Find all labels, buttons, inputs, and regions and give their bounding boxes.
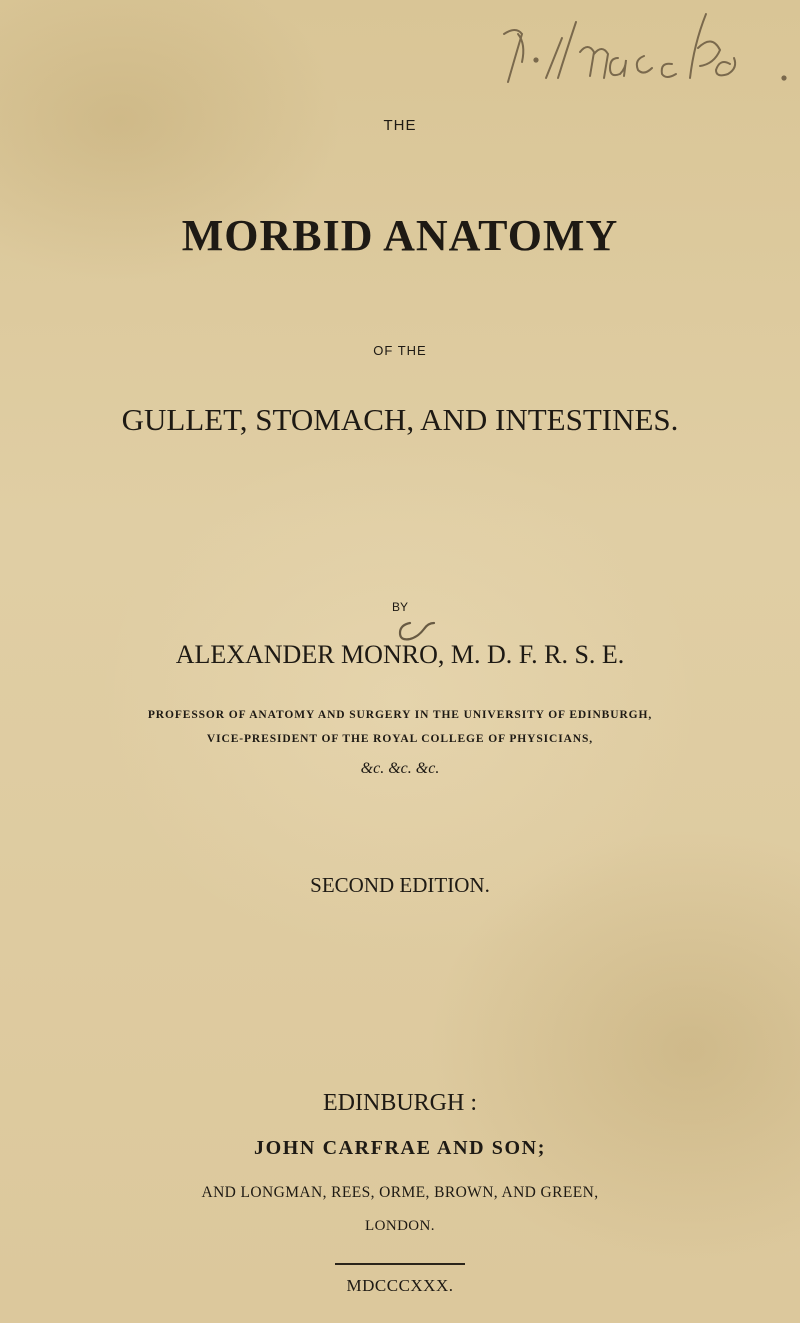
printer-name: JOHN CARFRAE AND SON; (254, 1137, 546, 1159)
author-name: ALEXANDER MONRO, M. D. F. R. S. E. (175, 640, 625, 669)
book-subject: GULLET, STOMACH, AND INTESTINES. (121, 402, 679, 437)
publication-date: MDCCCXXX. (346, 1276, 454, 1295)
co-publishers-city: LONDON. (365, 1218, 435, 1234)
by-label: BY (391, 600, 408, 614)
author-credential-vice-president: VICE-PRESIDENT OF THE ROYAL COLLEGE OF PHYSICIANS, (206, 733, 594, 745)
book-title: MORBID ANATOMY (181, 211, 619, 260)
publication-city: EDINBURGH : (323, 1090, 477, 1116)
handwritten-annotation-icon (484, 4, 794, 84)
co-publishers: AND LONGMAN, REES, ORME, BROWN, AND GREEN, (201, 1184, 599, 1201)
of-the-label: OF THE (373, 343, 427, 358)
edition-statement: SECOND EDITION. (310, 873, 490, 897)
divider-rule (335, 1263, 465, 1265)
author-credential-professor: PROFESSOR OF ANATOMY AND SURGERY IN THE UNIVERSITY OF EDINBURGH, (147, 709, 653, 721)
pre-title: THE (383, 117, 417, 134)
etcetera-line: &c. &c. &c. (360, 760, 440, 777)
